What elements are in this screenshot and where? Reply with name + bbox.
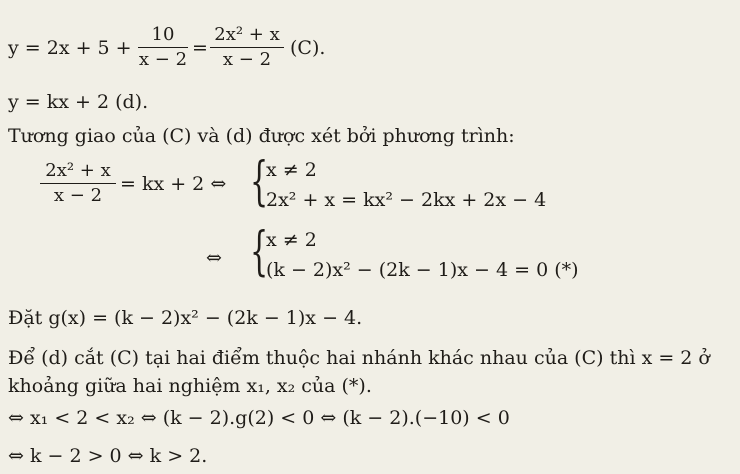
fraction-denominator: x − 2 xyxy=(222,49,272,70)
equation-rhs: = kx + 2 ⇔ xyxy=(120,173,227,195)
fraction-denominator: x − 2 xyxy=(138,49,188,70)
final-result: ⇔ k − 2 > 0 ⇔ k > 2. xyxy=(8,445,208,467)
inequality-chain: ⇔ x₁ < 2 < x₂ ⇔ (k − 2).g(2) < 0 ⇔ (k − 2).(−10) < 0 xyxy=(8,407,510,429)
condition-text-1: Để (d) cắt (C) tại hai điểm thuộc hai nhánh khác nhau của (C) thì x = 2 ở xyxy=(8,347,710,369)
fraction-numerator: 10 xyxy=(151,24,175,45)
fraction-curve-c xyxy=(210,24,284,71)
equivalence-arrow: ⇔ xyxy=(206,247,222,269)
line-d-equation: y = kx + 2 (d). xyxy=(8,91,149,113)
fraction-denominator: x − 2 xyxy=(53,185,103,206)
system-2-line-1: x ≠ 2 xyxy=(266,229,317,251)
system-1-line-2: 2x² + x = kx² − 2kx + 2x − 4 xyxy=(266,189,547,211)
fraction-10-over-x-minus-2 xyxy=(138,24,188,71)
fraction-bar xyxy=(210,47,284,48)
define-g: Đặt g(x) = (k − 2)x² − (2k − 1)x − 4. xyxy=(8,307,363,329)
equals-sign: = xyxy=(192,37,208,59)
curve-label-c: (C). xyxy=(290,37,326,59)
system-2-line-2: (k − 2)x² − (2k − 1)x − 4 = 0 (*) xyxy=(266,259,579,281)
fraction-bar xyxy=(138,47,188,48)
system-brace-1: { xyxy=(250,152,269,212)
fraction-equation-lhs xyxy=(40,160,116,207)
condition-text-2: khoảng giữa hai nghiệm x₁, x₂ của (*). xyxy=(8,375,372,397)
system-1-line-1: x ≠ 2 xyxy=(266,159,317,181)
fraction-numerator: 2x² + x xyxy=(45,160,111,181)
system-brace-2: { xyxy=(250,222,269,282)
intersection-intro: Tương giao của (C) và (d) được xét bởi phương trình: xyxy=(8,125,515,147)
fraction-numerator: 2x² + x xyxy=(214,24,280,45)
fraction-bar xyxy=(40,183,116,184)
line-1-lhs: y = 2x + 5 + xyxy=(8,37,132,59)
